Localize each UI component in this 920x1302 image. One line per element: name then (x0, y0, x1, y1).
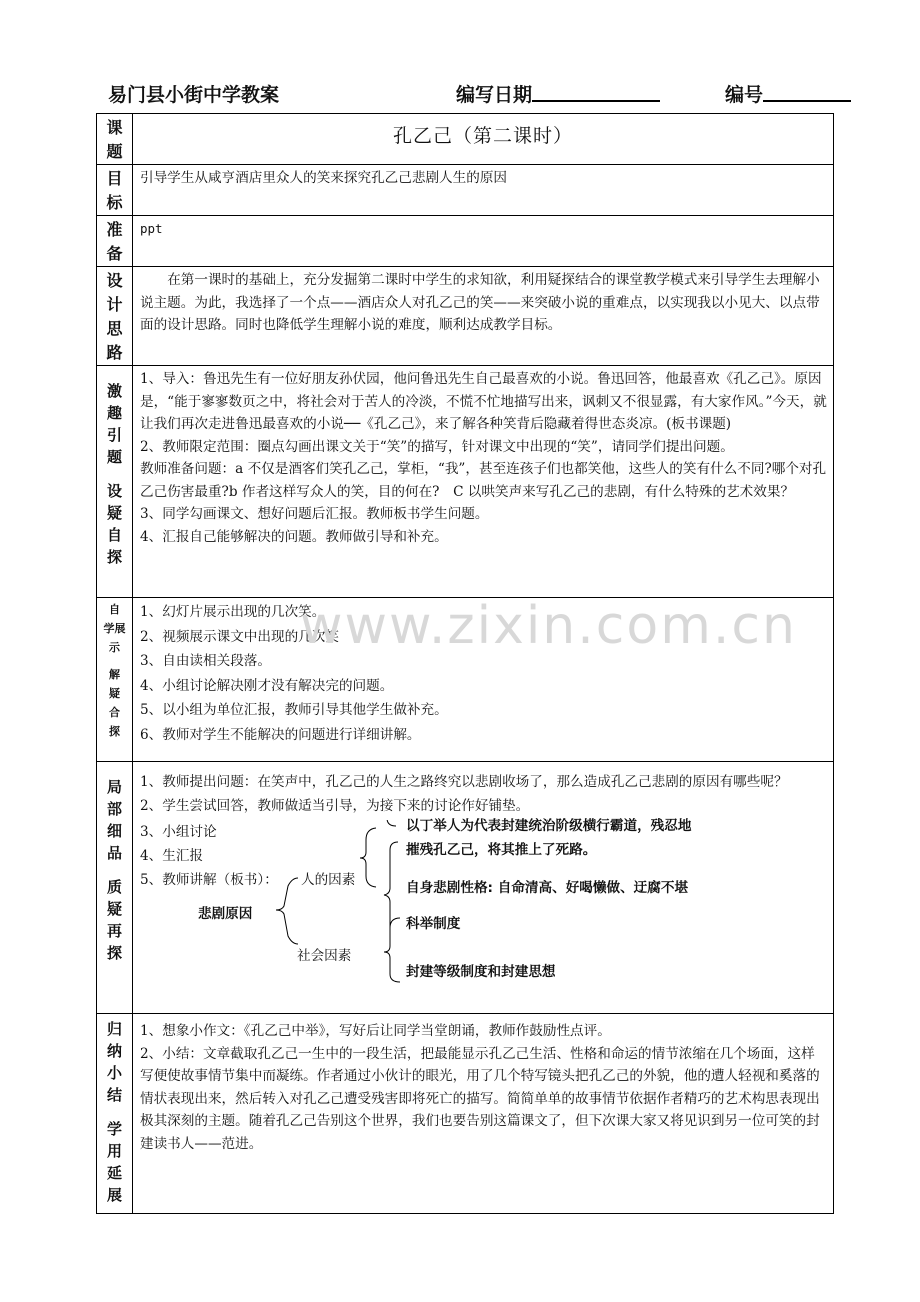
label-char: 目 (106, 169, 123, 188)
number-label: 编号 (725, 84, 764, 106)
tragedy-cause-diagram (140, 818, 827, 980)
refine-step: 4、生汇报 (140, 848, 204, 864)
label-char: 再 (106, 922, 122, 940)
date-field (456, 80, 532, 107)
label-char: 结 (106, 1086, 122, 1104)
date-label: 编写日期 (456, 84, 533, 106)
label-char: 延 (106, 1164, 122, 1182)
label-char: 自 (106, 526, 122, 544)
label-char: 质 (106, 878, 122, 896)
label-char: 疑 (106, 504, 122, 522)
row-summary (97, 1014, 834, 1214)
label-goal (97, 165, 133, 216)
refine-para: 1、教师提出问题：在笑声中，孔乙己的人生之路终究以悲剧收场了，那么造成孔乙己悲剧的原因有哪些呢？ (140, 774, 788, 790)
label-design (97, 267, 133, 366)
label-char: 小 (106, 1064, 122, 1082)
page-header (108, 80, 858, 108)
label-char: 准 (106, 220, 123, 239)
inspire-para: 1、导入：鲁迅先生有一位好朋友孙伏园，他问鲁迅先生自己最喜欢的小说。鲁迅回答，他最喜欢《孔乙己》。原因是，“能于寥寥数页之中，将社会对于苦人的冷淡，不慌不忙地描写出来，讽刺又不很显露，有大家作风。”今天，就让我们再次走进鲁迅最喜欢的小说──《孔乙己》，来了解各种笑背后隐藏着得世态炎凉。(板书课题) (140, 371, 827, 432)
school-name: 易门县小街中学教案 (108, 84, 280, 106)
label-summary (97, 1014, 133, 1214)
display-item: 3、自由读相关段落。 (140, 653, 271, 669)
label-char: 路 (106, 343, 123, 362)
label-char: 示 (109, 641, 120, 654)
label-char: 趣 (106, 404, 122, 422)
display-item: 5、以小组为单位汇报，教师引导其他学生做补充。 (140, 702, 448, 718)
inspire-para: 教师准备问题：a 不仅是酒客们笑孔乙己，掌柜，“我”，甚至连孩子们也都笑他，这些人的笑有什么不同?哪个对孔乙己伤害最重?b 作者这样写众人的笑，目的何在? C 以哄笑声来写孔乙己的悲剧，有什么特殊的艺术效果？ (140, 461, 827, 500)
design-text: 在第一课时的基础上，充分发掘第二课时中学生的求知欲，利用疑探结合的课堂教学模式来引导学生去理解小说主题。为此，我选择了一个点——酒店众人对孔乙己的笑——来突破小说的重难点，以实现我以小见大、以点带面的设计思路。同时也降低学生理解小说的难度，顺利达成教学目标。 (140, 272, 820, 333)
label-char: 纳 (106, 1042, 122, 1060)
label-char: 合 (109, 706, 120, 719)
row-goal (97, 165, 834, 216)
label-char: 探 (106, 944, 122, 962)
label-char: 标 (106, 193, 123, 212)
cell-title (133, 114, 834, 165)
label-char: 归 (106, 1020, 122, 1038)
label-char: 学展 (103, 622, 126, 635)
label-char: 设 (106, 271, 123, 290)
label-char: 疑 (109, 687, 120, 700)
refine-para: 2、学生尝试回答，教师做适当引导，为接下来的讨论作好铺垫。 (140, 798, 530, 814)
label-char: 展 (106, 1186, 122, 1204)
social-factor: 社会因素 (297, 948, 352, 964)
label-display (97, 598, 133, 762)
human-factor: 人的因素 (301, 872, 356, 888)
display-item: 1、幻灯片展示出现的几次笑。 (140, 604, 326, 620)
label-inspire (97, 366, 133, 598)
date-blank (532, 80, 660, 102)
label-char: 细 (106, 822, 122, 840)
label-char: 探 (106, 548, 122, 566)
label-char: 备 (106, 244, 123, 263)
label-refine (97, 762, 133, 1014)
row-design (97, 267, 834, 366)
inspire-para: 4、汇报自己能够解决的问题。教师做引导和补充。 (140, 528, 448, 545)
refine-step: 5、教师讲解（板书）： (140, 872, 278, 888)
label-prep (97, 216, 133, 267)
summary-cell (133, 1014, 834, 1214)
summary-para: 1、想象小作文：《孔乙己中举》，写好后让同学当堂朗诵，教师作鼓励性点评。 (140, 1023, 611, 1039)
row-refine (97, 762, 834, 1014)
refine-step: 3、小组讨论 (140, 824, 217, 840)
label-topic (97, 114, 133, 165)
label-char: 激 (106, 382, 122, 400)
lesson-title: 孔乙己（第二课时） (392, 125, 573, 147)
inspire-para: 3、同学勾画课文、想好问题后汇报。教师板书学生问题。 (140, 506, 489, 522)
label-char: 疑 (106, 900, 122, 918)
label-char: 用 (106, 1142, 122, 1160)
label-char: 解 (109, 668, 120, 681)
label-char: 设 (106, 482, 122, 500)
display-item: 6、教师对学生不能解决的问题进行详细讲解。 (140, 726, 421, 743)
inspire-cell (133, 366, 834, 598)
prep-text: ppt (133, 216, 834, 267)
summary-para: 2、小结：文章截取孔乙己一生中的一段生活，把最能显示孔乙己生活、性格和命运的情节浓缩在几个场面，这样写便使故事情节集中而凝练。作者通过小伙计的眼光，用了几个特写镜头把孔乙己的外貌，他的遭人轻视和奚落的情状表现出来，然后转入对孔乙己遭受残害即将死亡的描写。简简单单的故事情节依据作者精巧的艺术构思表现出极其深刻的主题。随着孔乙己告别这个世界，我们也要告别这篇课文了，但下次课大家又将见识到另一位可笑的封建读书人——范进。 (140, 1045, 820, 1152)
row-display (97, 598, 834, 762)
label-char: 自 (109, 603, 120, 616)
root-cause: 悲剧原因 (198, 906, 253, 922)
label-char: 部 (106, 800, 122, 818)
display-item: 4、小组讨论解决刚才没有解决完的问题。 (140, 677, 394, 694)
label-char: 题 (106, 448, 122, 466)
social-factor-2: 封建等级制度和封建思想 (406, 964, 556, 980)
row-inspire (97, 366, 834, 598)
root-brace (262, 870, 352, 950)
number-field (725, 80, 763, 107)
row-prep (97, 216, 834, 267)
display-item: 2、视频展示课文中出现的几次笑 (140, 628, 339, 645)
label-char: 引 (106, 426, 122, 444)
watermark: www.zixin.com.cn (300, 596, 797, 656)
social-factor-1: 科举制度 (406, 916, 461, 932)
lesson-plan-table (96, 113, 834, 1214)
label-char: 学 (106, 1120, 122, 1138)
human-factor-1b: 摧残孔乙己，将其推上了死路。 (406, 842, 597, 858)
human-factor-2: 自身悲剧性格: 自命清高、好喝懒做、迂腐不堪 (406, 880, 689, 896)
label-char: 局 (106, 778, 122, 796)
number-blank (763, 80, 851, 102)
row-topic (97, 114, 834, 165)
goal-text: 引导学生从咸亨酒店里众人的笑来探究孔乙己悲剧人生的原因 (133, 165, 834, 216)
label-char: 计 (106, 295, 123, 314)
social-brace (340, 916, 640, 996)
display-cell (133, 598, 834, 762)
human-factor-1a: 以丁举人为代表封建统治阶级横行霸道，残忍地 (406, 818, 692, 834)
label-char: 思 (106, 319, 123, 338)
refine-cell (133, 762, 834, 1014)
inspire-para: 2、教师限定范围：圈点勾画出课文关于“笑”的描写，针对课文中出现的“笑”，请同学们提出问题。 (140, 438, 734, 455)
label-char: 探 (109, 725, 120, 738)
design-cell (133, 267, 834, 366)
label-char: 品 (106, 844, 122, 862)
label-char: 题 (106, 142, 123, 161)
label-char: 课 (106, 118, 123, 137)
